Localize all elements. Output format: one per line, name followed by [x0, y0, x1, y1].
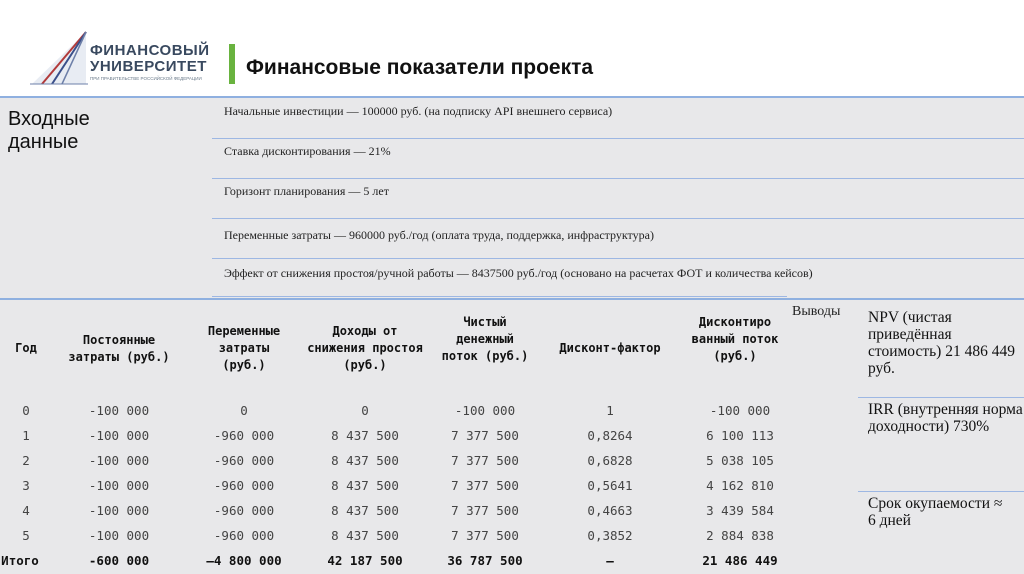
cell-factor: 0,4663	[587, 503, 633, 518]
cell-discounted: 5 038 105	[706, 453, 774, 468]
cell-factor: 0,5641	[587, 478, 633, 493]
cell-factor: 0,6828	[587, 453, 633, 468]
header-discount-factor: Дисконт-фактор	[559, 341, 661, 355]
cell-variable: 0	[240, 403, 248, 418]
cell-net: 7 377 500	[451, 428, 519, 443]
cell-variable: -960 000	[213, 528, 275, 543]
cell-factor: 0,3852	[587, 528, 633, 543]
conclusions-label: Выводы	[792, 304, 841, 319]
cell-total-variable: –4 800 000	[206, 553, 282, 568]
header-fixed-costs: Постоянные затраты (руб.)	[68, 333, 170, 364]
cell-discounted: 4 162 810	[706, 478, 774, 493]
header-discounted-flow: Дисконтиро ванный поток (руб.)	[691, 315, 779, 363]
header	[0, 0, 1024, 96]
page-title: Финансовые показатели проекта	[246, 56, 594, 79]
cell-factor: 1	[606, 403, 614, 418]
input-item-text: Эффект от снижения простоя/ручной работы — 8437500 руб./год (основано на расчетах ФОТ и количества кейсов)	[224, 266, 813, 280]
cell-variable: -960 000	[213, 478, 275, 493]
cell-year: 3	[22, 478, 30, 493]
cell-fixed: -100 000	[88, 403, 150, 418]
input-item	[212, 98, 1024, 138]
cell-discounted: -100 000	[709, 403, 771, 418]
cell-variable: -960 000	[213, 503, 275, 518]
conclusion-item	[858, 491, 1024, 552]
cell-fixed: -100 000	[88, 528, 150, 543]
section-divider	[0, 298, 1024, 300]
cell-total-net: 36 787 500	[447, 553, 523, 568]
cell-net: 7 377 500	[451, 453, 519, 468]
cell-variable: -960 000	[213, 453, 275, 468]
input-item	[212, 178, 1024, 219]
cell-income: 0	[361, 403, 369, 418]
cell-year: 0	[22, 403, 30, 418]
input-item-text: Начальные инвестиции — 100000 руб. (на подписку API внешнего сервиса)	[224, 104, 613, 118]
logo-text-line2: УНИВЕРСИТЕТ	[90, 58, 207, 75]
cell-net: -100 000	[454, 403, 516, 418]
cell-factor: 0,8264	[587, 428, 633, 443]
logo-triangle-icon	[30, 30, 88, 86]
conclusion-item	[858, 309, 1024, 395]
inputs-label: Входные данные	[8, 108, 90, 153]
input-item	[212, 218, 1024, 259]
header-variable-costs: Переменные затраты (руб.)	[207, 324, 281, 372]
title-accent-bar	[229, 44, 235, 84]
cell-total-label: Итого	[1, 553, 39, 568]
cell-net: 7 377 500	[451, 528, 519, 543]
input-item	[212, 258, 1024, 297]
inputs-bottom-divider	[212, 296, 787, 297]
cell-total-fixed: -600 000	[88, 553, 150, 568]
cell-year: 2	[22, 453, 30, 468]
conclusion-irr: IRR (внутренняя норма доходности) 730%	[868, 401, 1023, 435]
cell-discounted: 6 100 113	[706, 428, 774, 443]
logo-text-line3: ПРИ ПРАВИТЕЛЬСТВЕ РОССИЙСКОЙ ФЕДЕРАЦИИ	[90, 76, 202, 81]
cell-fixed: -100 000	[88, 503, 150, 518]
cell-income: 8 437 500	[331, 453, 399, 468]
cell-fixed: -100 000	[88, 478, 150, 493]
cell-fixed: -100 000	[88, 453, 150, 468]
cell-year: 1	[22, 428, 30, 443]
cell-income: 8 437 500	[331, 478, 399, 493]
header-income: Доходы от снижения простоя (руб.)	[307, 324, 423, 372]
cell-year: 5	[22, 528, 30, 543]
cell-net: 7 377 500	[451, 478, 519, 493]
input-item	[212, 138, 1024, 179]
conclusion-item	[858, 397, 1024, 490]
cell-discounted: 2 884 838	[706, 528, 774, 543]
conclusion-npv: NPV (чистая приведённая стоимость) 21 486 449 руб.	[868, 309, 1015, 377]
university-logo	[30, 30, 210, 90]
cell-total-discounted: 21 486 449	[702, 553, 778, 568]
cell-income: 8 437 500	[331, 503, 399, 518]
cell-total-income: 42 187 500	[327, 553, 403, 568]
cell-variable: -960 000	[213, 428, 275, 443]
input-item-text: Горизонт планирования — 5 лет	[224, 184, 389, 198]
cell-income: 8 437 500	[331, 528, 399, 543]
cell-discounted: 3 439 584	[706, 503, 774, 518]
input-item-text: Переменные затраты — 960000 руб./год (оплата труда, поддержка, инфраструктура)	[224, 228, 654, 242]
input-item-text: Ставка дисконтирования — 21%	[224, 144, 391, 158]
header-year: Год	[15, 341, 37, 355]
header-net-cash-flow: Чистый денежный поток (руб.)	[441, 315, 529, 363]
cell-income: 8 437 500	[331, 428, 399, 443]
cell-fixed: -100 000	[88, 428, 150, 443]
cell-net: 7 377 500	[451, 503, 519, 518]
cell-total-factor: —	[606, 553, 614, 568]
logo-text-line1: ФИНАНСОВЫЙ	[90, 42, 210, 59]
cell-year: 4	[22, 503, 30, 518]
conclusion-payback: Срок окупаемости ≈ 6 дней	[868, 495, 1003, 529]
